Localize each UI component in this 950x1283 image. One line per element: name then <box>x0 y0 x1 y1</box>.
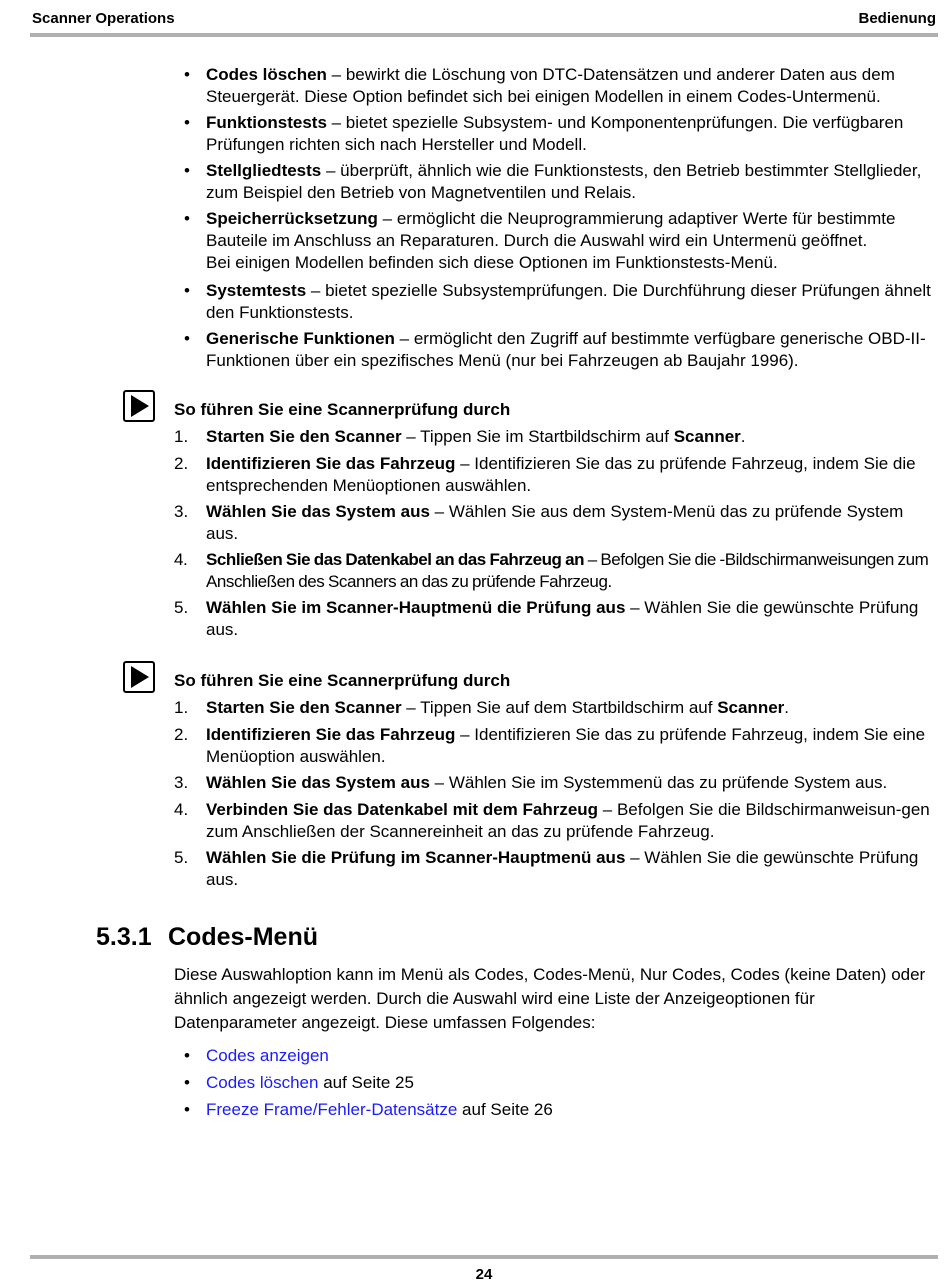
step-text: – Tippen Sie im Startbildschirm auf <box>401 427 674 446</box>
list-item-text: – bietet spezielle Subsystem- und Komponentenprüfungen. Die verfügbaren Prüfungen richten sich nach Hersteller und Modell. <box>206 113 904 154</box>
list-item-text-extra: Bei einigen Modellen befinden sich diese Optionen im Funktionstests-Menü. <box>206 253 778 272</box>
step-text: – Befolgen Sie die -Bildschirmanweisungen zum Anschließen des Scanners an das zu prüfende Fahrzeug. <box>206 550 929 591</box>
step-text: – Tippen Sie auf dem Startbildschirm auf <box>401 698 718 717</box>
procedure-step <box>174 847 938 891</box>
bullet-icon: • <box>184 1100 190 1119</box>
step-text: – Wählen Sie im Systemmenü das zu prüfende System aus. <box>429 773 888 792</box>
header-left-title: Scanner Operations <box>32 10 175 27</box>
list-item <box>184 1045 936 1067</box>
list-item-term: Funktionstests <box>206 113 327 132</box>
procedure-step <box>174 453 938 497</box>
procedure-step <box>174 549 938 593</box>
step-term: Starten Sie den Scanner <box>206 427 402 446</box>
page-number: 24 <box>475 1266 493 1283</box>
step-number: 4. <box>174 550 188 569</box>
step-term: Wählen Sie die Prüfung im Scanner-Hauptmenü aus <box>206 848 626 867</box>
list-item-term: Stellgliedtests <box>206 161 322 180</box>
bullet-icon: • <box>184 65 190 84</box>
list-item <box>184 1099 936 1121</box>
bullet-icon: • <box>184 281 190 300</box>
step-term: Starten Sie den Scanner <box>206 698 402 717</box>
step-number: 5. <box>174 848 189 867</box>
step-term: Schließen Sie das Datenkabel an das Fahrzeug an <box>206 550 585 569</box>
list-item-text: – überprüft, ähnlich wie die Funktionstests, den Betrieb bestimmter Stellglieder, zum Beispiel den Betrieb von Magnetventilen und Relais. <box>206 161 922 202</box>
step-text: – Identifizieren Sie das zu prüfende Fahrzeug, indem Sie eine Menüoption auswählen. <box>206 725 926 766</box>
step-text: – Wählen Sie die gewünschte Prüfung aus. <box>206 598 919 639</box>
step-text: – Identifizieren Sie das zu prüfende Fahrzeug, indem Sie die entsprechenden Menüoptionen auswählen. <box>206 454 916 495</box>
step-number: 3. <box>174 773 189 792</box>
step-number: 3. <box>174 502 189 521</box>
header-right-title: Bedienung <box>858 10 936 27</box>
list-item-text: – ermöglicht die Neuprogrammierung adaptiver Werte für bestimmte Bauteile im Anschluss an Reparaturen. Durch die Auswahl wird ein Untermenü geöffnet. <box>206 209 896 250</box>
step-number: 2. <box>174 725 189 744</box>
procedure-step <box>174 501 938 545</box>
step-number: 5. <box>174 598 189 617</box>
link-codes-loeschen[interactable]: Codes löschen <box>206 1073 319 1092</box>
list-item-term: Systemtests <box>206 281 307 300</box>
page-header <box>32 10 936 27</box>
bullet-icon: • <box>184 161 190 180</box>
step-number: 1. <box>174 698 189 717</box>
section-number: 5.3.1 <box>96 923 152 951</box>
procedure-step <box>174 724 938 768</box>
section-heading <box>96 922 318 952</box>
bullet-icon: • <box>184 1046 190 1065</box>
step-text: – Wählen Sie aus dem System-Menü das zu prüfende System aus. <box>206 502 904 543</box>
procedure-step <box>174 426 938 448</box>
step-text: – Wählen Sie die gewünschte Prüfung aus. <box>206 848 919 889</box>
list-item-term: Codes löschen <box>206 65 327 84</box>
footer-rule <box>30 1255 938 1259</box>
step-text: – Befolgen Sie die Bildschirmanweisun-gen zum Anschließen der Scannereinheit an das zu prüfende Fahrzeug. <box>206 800 930 841</box>
list-item-text: – bietet spezielle Subsystemprüfungen. Die Durchführung dieser Prüfungen ähnelt den Funktionstests. <box>206 281 931 322</box>
step-text-end: . <box>740 427 746 446</box>
step-term: Identifizieren Sie das Fahrzeug <box>206 725 456 744</box>
play-arrow-icon <box>123 390 155 422</box>
step-term: Wählen Sie das System aus <box>206 773 430 792</box>
link-codes-anzeigen[interactable]: Codes anzeigen <box>206 1046 329 1065</box>
procedure-title: So führen Sie eine Scannerprüfung durch <box>174 671 511 690</box>
procedure-step <box>174 772 938 794</box>
procedure-step <box>174 697 938 719</box>
step-text-end: . <box>784 698 790 717</box>
list-item <box>184 328 936 372</box>
bullet-icon: • <box>184 113 190 132</box>
play-arrow-icon <box>123 661 155 693</box>
list-item-text: – bewirkt die Löschung von DTC-Datensätzen und anderer Daten aus dem Steuergerät. Diese Option befindet sich bei einigen Modellen in einem Codes-Untermenü. <box>206 65 895 106</box>
section-paragraph: Diese Auswahloption kann im Menü als Codes, Codes-Menü, Nur Codes, Codes (keine Daten) oder ähnlich angezeigt werden. Durch die Auswahl wird eine Liste der Anzeigeoptionen für Datenparameter angezeigt. Diese umfassen Folgendes: <box>174 965 926 1032</box>
step-term: Identifizieren Sie das Fahrzeug <box>206 454 456 473</box>
step-number: 1. <box>174 427 189 446</box>
procedure-step <box>174 799 938 843</box>
section-title: Codes-Menü <box>168 923 318 951</box>
step-term-secondary: Scanner <box>717 698 785 717</box>
bullet-icon: • <box>184 1073 190 1092</box>
list-item <box>184 160 936 204</box>
list-item <box>184 1072 936 1094</box>
procedure-title: So führen Sie eine Scannerprüfung durch <box>174 400 511 419</box>
header-rule <box>30 33 938 37</box>
step-term-secondary: Scanner <box>673 427 741 446</box>
procedure-step <box>174 597 938 641</box>
list-item-text: – ermöglicht den Zugriff auf bestimmte verfügbare generische OBD-II-Funktionen über ein spezifisches Menü (nur bei Fahrzeugen ab Baujahr 1996). <box>206 329 926 370</box>
bullet-icon: • <box>184 329 190 348</box>
bullet-icon: • <box>184 209 190 228</box>
list-item-term: Speicherrücksetzung <box>206 209 378 228</box>
list-item <box>184 64 936 108</box>
link-suffix: auf Seite 25 <box>318 1073 414 1092</box>
list-item <box>184 280 936 324</box>
list-item-term: Generische Funktionen <box>206 329 395 348</box>
link-freeze-frame[interactable]: Freeze Frame/Fehler-Datensätze <box>206 1100 458 1119</box>
link-suffix: auf Seite 26 <box>457 1100 553 1119</box>
list-item <box>184 112 936 156</box>
step-term: Verbinden Sie das Datenkabel mit dem Fahrzeug <box>206 800 599 819</box>
step-number: 4. <box>174 800 189 819</box>
list-item <box>184 208 936 274</box>
step-number: 2. <box>174 454 189 473</box>
step-term: Wählen Sie im Scanner-Hauptmenü die Prüfung aus <box>206 598 626 617</box>
step-term: Wählen Sie das System aus <box>206 502 430 521</box>
